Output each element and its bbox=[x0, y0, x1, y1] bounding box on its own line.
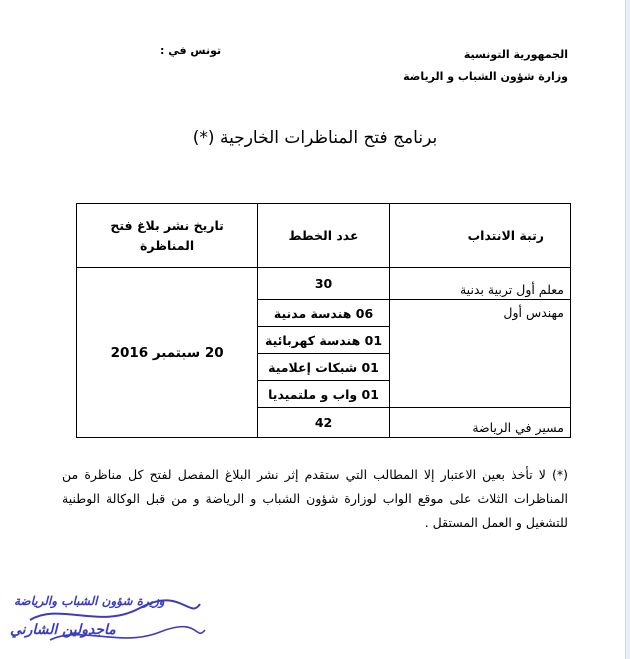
place-date: تونس في : bbox=[160, 44, 222, 57]
competitions-table bbox=[76, 203, 571, 438]
ministry-name: وزارة شؤون الشباب و الرياضة bbox=[403, 70, 568, 83]
specialty-web-multimedia: 01 واب و ملتميديا bbox=[258, 381, 390, 408]
header-rank: رتبة الانتداب bbox=[389, 204, 570, 268]
header-announcement-date: تاريخ نشر بلاغ فتح المناظرة bbox=[77, 204, 258, 268]
rank-engineer: مهندس أول bbox=[389, 300, 570, 408]
signature-title: وزيرة شؤون الشباب والرياضة bbox=[14, 594, 165, 608]
specialty-civil: 06 هندسة مدنية bbox=[258, 300, 390, 327]
footnote: (*) لا تأخذ بعين الاعتبار إلا المطالب التي ستقدم إثر نشر البلاغ المفصل لفتح كل مناظرة من المناظرات الثلاث على موقع الواب لوزارة شؤون الشباب و الرياضة و من قبل الوكالة الوطنية للتشغيل و العمل المستقل . bbox=[62, 467, 568, 530]
positions-pe-teacher: 30 bbox=[258, 268, 390, 300]
signature-name: ماجدولين الشارني bbox=[10, 622, 116, 638]
announcement-date: 20 سبتمبر 2016 bbox=[77, 268, 258, 438]
document-title: برنامج فتح المناظرات الخارجية (*) bbox=[192, 128, 438, 148]
table-row bbox=[77, 268, 571, 300]
country-name: الجمهورية التونسية bbox=[463, 48, 568, 61]
positions-sports-manager: 42 bbox=[258, 408, 390, 438]
header-positions: عدد الخطط bbox=[258, 204, 390, 268]
specialty-electrical: 01 هندسة كهربائية bbox=[258, 327, 390, 354]
letterhead bbox=[403, 44, 568, 88]
page-edge bbox=[625, 0, 630, 659]
rank-sports-manager: مسير في الرياضة bbox=[389, 408, 570, 438]
rank-pe-teacher: معلم أول تربية بدنية bbox=[389, 268, 570, 300]
table-header-row bbox=[77, 204, 571, 268]
specialty-networks: 01 شبكات إعلامية bbox=[258, 354, 390, 381]
